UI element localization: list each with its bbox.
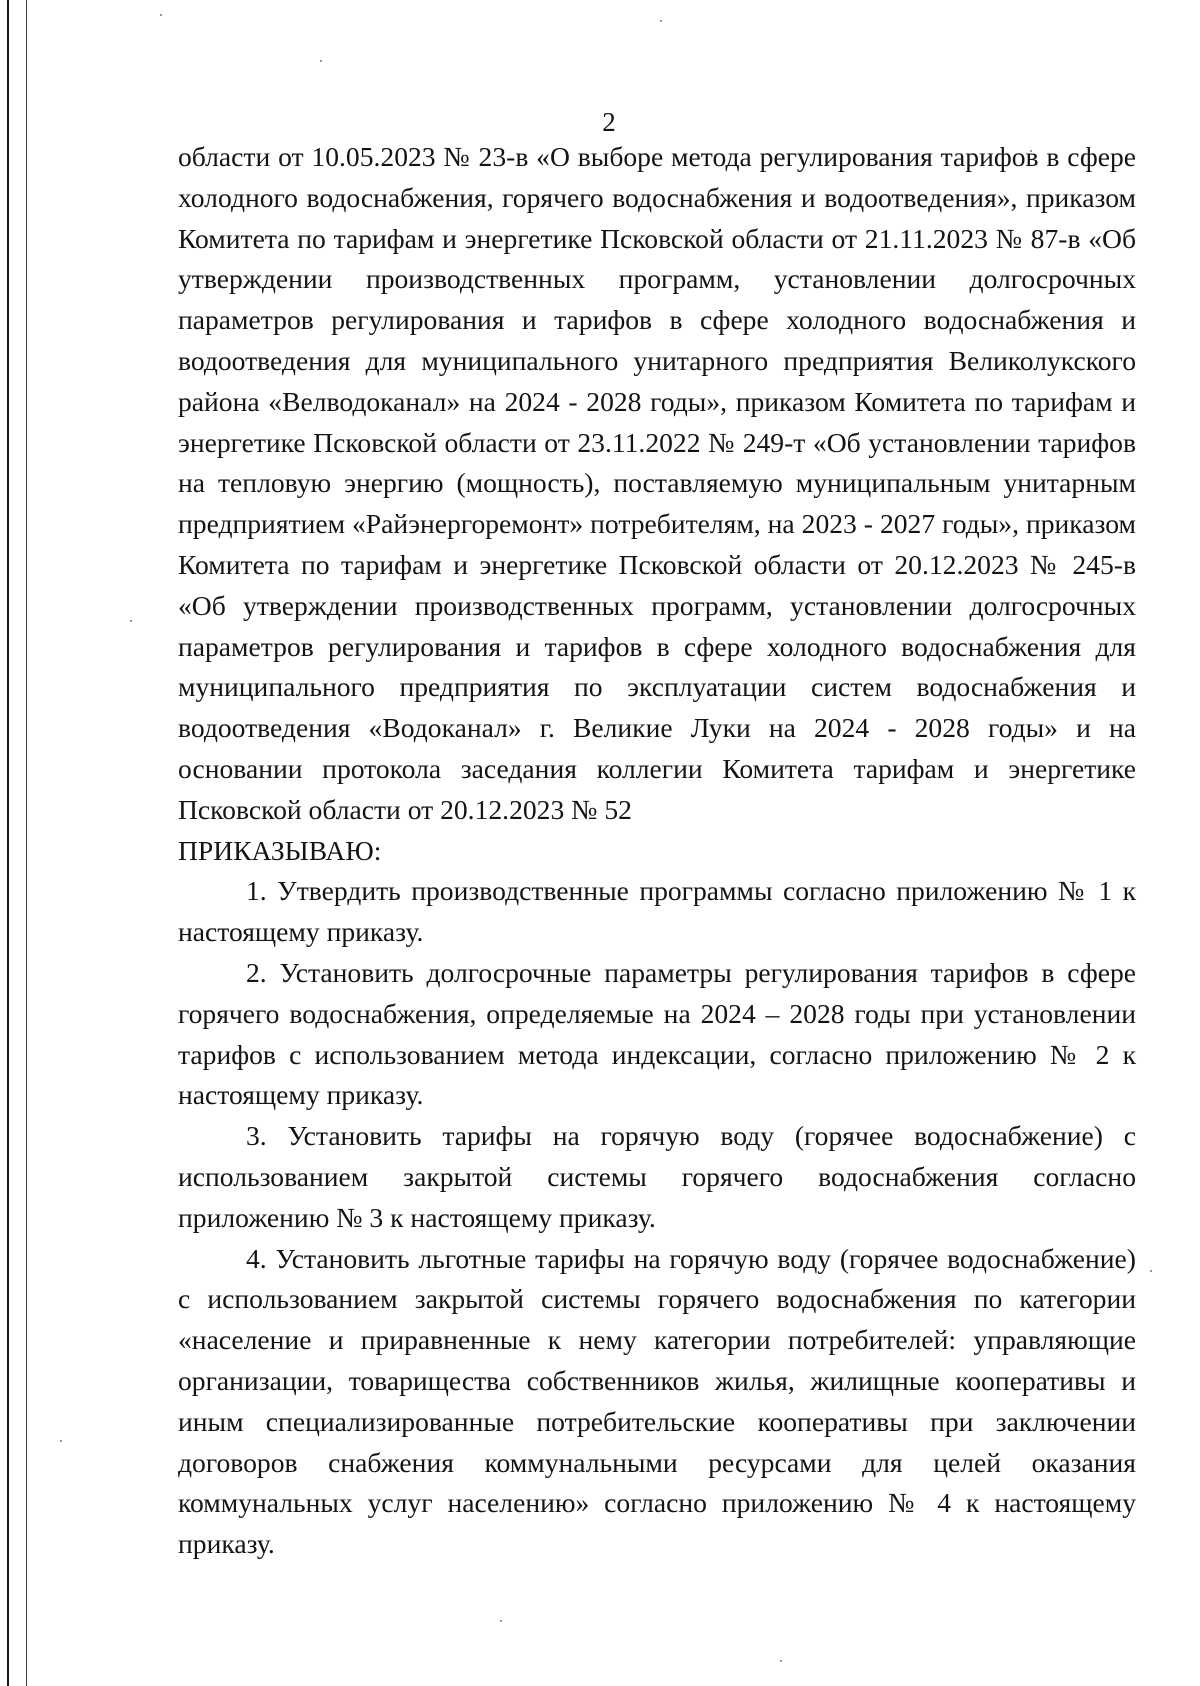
order-heading: ПРИКАЗЫВАЮ: <box>178 834 382 866</box>
scan-border-line <box>26 0 27 1686</box>
scan-speck <box>780 1660 782 1662</box>
order-item-4: 4. Установить льготные тарифы на горячую воду (горячее водоснабжение) с использованием закрытой системы горячего водоснабжения по категории «население и приравненные к нему категории потребителей: управляющие организации, товарищества собственников жилья, жилищные кооперативы и иным специализированные потребительские кооперативы при заключении договоров снабжения коммунальными ресурсами для целей оказания коммунальных услуг населению» согласно приложению № 4 к настоящему приказу. <box>178 1242 1136 1560</box>
order-item-1: 1. Утвердить производственные программы согласно приложению № 1 к настоящему приказу. <box>178 875 1136 948</box>
scan-border-line <box>7 0 9 1686</box>
scan-speck <box>160 14 162 16</box>
scan-speck <box>500 1620 502 1622</box>
document-body <box>178 137 1136 1565</box>
order-item-2: 2. Установить долгосрочные параметры регулирования тарифов в сфере горячего водоснабжения, определяемые на 2024 – 2028 годы при установлении тарифов с использованием метода индексации, согласно приложению № 2 к настоящему приказу. <box>178 956 1136 1111</box>
order-item-3: 3. Установить тарифы на горячую воду (горячее водоснабжение) с использованием закрытой системы горячего водоснабжения согласно приложению № 3 к настоящему приказу. <box>178 1120 1136 1233</box>
scan-speck <box>320 60 322 62</box>
page-number: 2 <box>602 107 616 137</box>
intro-paragraph: области от 10.05.2023 № 23-в «О выборе метода регулирования тарифов в сфере холодного водоснабжения, горячего водоснабжения и водоотведения», приказом Комитета по тарифам и энергетике Псковской области от 21.11.2023 № 87-в «Об утверждении производственных программ, установлении долгосрочных параметров регулирования и тарифов в сфере холодного водоснабжения и водоотведения для муниципального унитарного предприятия Великолукского района «Велводоканал» на 2024 - 2028 годы», приказом Комитета по тарифам и энергетике Псковской области от 23.11.2022 № 249-т «Об установлении тарифов на тепловую энергию (мощность), поставляемую муниципальным унитарным предприятием «Райэнергоремонт» потребителям, на 2023 - 2027 годы», приказом Комитета по тарифам и энергетике Псковской области от 20.12.2023 № 245-в «Об утверждении производственных программ, установлении долгосрочных параметров регулирования и тарифов в сфере холодного водоснабжения для муниципального предприятия по эксплуатации систем водоснабжения и водоотведения «Водоканал» г. Великие Луки на 2024 - 2028 годы» и на основании протокола заседания коллегии Комитета тарифам и энергетике Псковской области от 20.12.2023 № 52 <box>178 141 1136 825</box>
scan-speck <box>130 620 132 622</box>
scan-speck <box>60 1440 62 1442</box>
scan-speck <box>1150 1270 1152 1272</box>
scan-speck <box>660 20 662 22</box>
